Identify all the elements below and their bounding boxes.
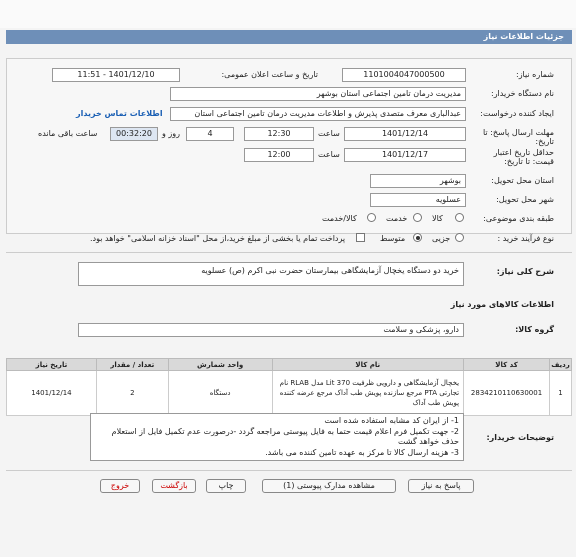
deadline-date-field: 1401/12/14 (344, 127, 466, 141)
category-label: طبقه بندی موضوعی: (483, 214, 554, 223)
divider (6, 470, 572, 471)
purchase-label: نوع فرآیند خرید : (497, 234, 554, 243)
province-field: بوشهر (370, 174, 466, 188)
creator-label: ایجاد کننده درخواست: (480, 109, 554, 118)
exit-button[interactable]: خروج (100, 479, 140, 493)
cell-code: 2834210110630001 (464, 371, 550, 416)
col-row: ردیف (551, 360, 570, 369)
cell-qty: 2 (96, 371, 168, 416)
col-unit: واحد شمارش (168, 359, 272, 371)
treasury-checkbox[interactable] (356, 233, 365, 242)
buyer-contact-link[interactable]: اطلاعات تماس خریدار (76, 109, 163, 118)
col-qty: تعداد / مقدار (96, 359, 168, 371)
col-code: کد کالا (464, 359, 550, 371)
purchase-option-minor: جزیی (432, 234, 451, 243)
need-number-field: 1101004047000500 (342, 68, 466, 82)
category-option-service: خدمت (386, 214, 408, 223)
buyer-note-line: 1- از ایران کد مشابه استفاده شده است (324, 416, 459, 425)
goods-group-label: گروه کالا: (515, 325, 554, 334)
buyer-notes-box (90, 413, 464, 461)
purchase-radio-minor[interactable] (455, 233, 464, 242)
remaining-label: ساعت باقی مانده (38, 129, 98, 138)
purchase-radio-medium[interactable] (413, 233, 422, 242)
validity-time-field: 12:00 (244, 148, 314, 162)
deadline-time-field: 12:30 (244, 127, 314, 141)
need-info-panel (6, 58, 572, 234)
creator-field: عبدالباری معرف متصدی پذیرش و اطلاعات مدیریت درمان تامین اجتماعی استان (170, 107, 466, 121)
table-row (7, 371, 572, 416)
treasury-note: پرداخت تمام یا بخشی از مبلغ خرید،از محل "اسناد خزانه اسلامی" خواهد بود. (90, 234, 346, 243)
buyer-note-line: 3- هزینه ارسال کالا تا مرکز به عهده تامین کننده می باشد. (265, 447, 459, 457)
remaining-time-field: 00:32:20 (110, 127, 158, 141)
category-option-goods-service: کالا/خدمت (322, 214, 357, 223)
announce-label: تاریخ و ساعت اعلان عمومی: (221, 70, 318, 79)
page-title: جزئیات اطلاعات نیاز (6, 30, 572, 44)
validity-label: حداقل تاریخ اعتبار قیمت: تا تاریخ: (493, 148, 554, 166)
validity-date-field: 1401/12/17 (344, 148, 466, 162)
deadline-time-label: ساعت (318, 129, 340, 138)
col-date: تاریخ نیاز (7, 359, 97, 371)
need-number-label: شماره نیاز: (516, 70, 554, 79)
cell-date: 1401/12/14 (7, 371, 97, 416)
announce-field: 1401/12/10 - 11:51 (52, 68, 180, 82)
back-button[interactable]: بازگشت (152, 479, 196, 493)
description-field: خرید دو دستگاه یخچال آزمایشگاهی بیمارستان حضرت نبی اکرم (ص) عسلویه (78, 262, 464, 286)
cell-row: 1 (550, 371, 572, 416)
goods-section-title: اطلاعات کالاهای مورد نیاز (450, 300, 554, 309)
goods-table-header (7, 359, 572, 371)
cell-unit: دستگاه (168, 371, 272, 416)
goods-group-field: دارو، پزشکی و سلامت (78, 323, 464, 337)
goods-table (6, 358, 572, 416)
buyer-field: مدیریت درمان تامین اجتماعی استان بوشهر (170, 87, 466, 101)
category-radio-goods-service[interactable] (367, 213, 376, 222)
category-radio-goods[interactable] (455, 213, 464, 222)
print-button[interactable]: چاپ (206, 479, 246, 493)
col-name: نام کالا (272, 359, 464, 371)
city-field: عسلویه (370, 193, 466, 207)
attachments-button[interactable]: مشاهده مدارک پیوستی (1) (262, 479, 396, 493)
days-label: روز و (162, 129, 180, 138)
province-label: استان محل تحویل: (491, 176, 554, 185)
reply-button[interactable]: پاسخ به نیاز (408, 479, 474, 493)
deadline-label: مهلت ارسال پاسخ: تا تاریخ: (482, 128, 554, 146)
city-label: شهر محل تحویل: (496, 195, 554, 204)
validity-time-label: ساعت (318, 150, 340, 159)
buyer-label: نام دستگاه خریدار: (491, 89, 554, 98)
category-radio-service[interactable] (413, 213, 422, 222)
divider (6, 252, 572, 253)
days-field: 4 (186, 127, 234, 141)
buyer-note-line: 2- جهت تکمیل فرم اعلام قیمت حتما به فایل پیوستی مراجعه گردد -درصورت عدم تکمیل فایل از استعلام حذف خواهد گشت (111, 426, 459, 446)
purchase-option-medium: متوسط (380, 234, 406, 243)
category-option-goods: کالا (432, 214, 443, 223)
cell-name: یخچال آزمایشگاهی و دارویی ظرفیت Lit 370 مدل RLAB نام تجارتی PTA مرجع سازنده پویش طب آداک مرجع عرضه کننده پویش طب آداک (272, 371, 464, 416)
top-strip (0, 0, 576, 28)
description-label: شرح کلی نیاز: (496, 267, 554, 276)
buyer-notes-label: توضیحات خریدار: (486, 433, 554, 442)
